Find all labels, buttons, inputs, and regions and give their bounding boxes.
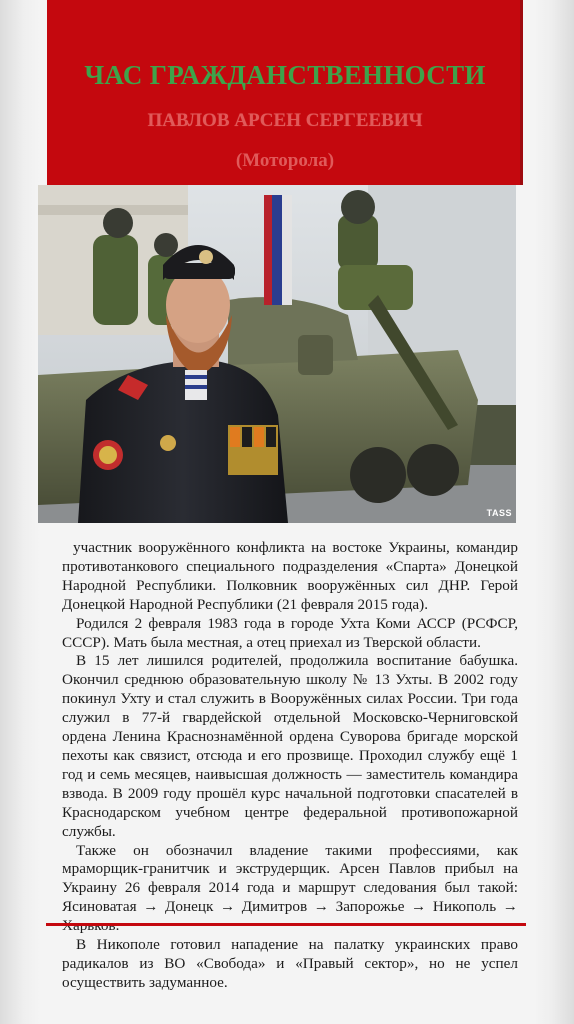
photo-watermark: TASS bbox=[486, 508, 512, 518]
person-nickname: (Моторола) bbox=[235, 150, 335, 171]
page-edge-right bbox=[534, 0, 574, 1024]
page-title: ЧАС ГРАЖДАНСТВЕННОСТИ bbox=[84, 60, 486, 90]
person-name: ПАВЛОВ АРСЕН СЕРГЕЕВИЧ bbox=[147, 110, 423, 131]
highlight-underline bbox=[46, 923, 526, 926]
paragraph-birth: Родился 2 февраля 1983 года в городе Ухта Коми АССР (РСФСР, СССР). Мать была местная, а отец приехал из Тверской области. bbox=[62, 614, 518, 651]
page-edge-left bbox=[0, 0, 40, 1024]
paragraph-route: Также он обозначил владение такими профессиями, как мраморщик-гранитчик и экструдерщик. Арсен Павлов прибыл на Украину 26 февраля 2014 года и маршрут следования был такой: Ясиноватая → Донецк → Димитров → Запорожье → Никополь → bbox=[62, 841, 518, 916]
portrait-photo bbox=[38, 185, 516, 523]
paragraph-nikopol: В Никополе готовил нападение на палатку украинских право радикалов из ВО «Свобода» и «Правый сектор», но не успел осуществить задуманное. bbox=[62, 936, 518, 991]
paragraph-service: В 15 лет лишился родителей, продолжила воспитание бабушка. Окончил среднюю образовательную школу № 13 Ухты. В 2002 году покинул Ухту и стал служить в Вооружённых силах России. Три года служил в 77-й гвардейской отдельной Московско-Черниговской ордена Ленина Краснознамённой ордена Суворова бригаде морской пехоты как связист, отсюда и его прозвище. Проходил службу ещё 1 год и семь месяцев, наивысшая должность — заместитель командира взвода. В 2009 году прошёл курс начальной подготовки спасателей в Краснодарском учебном центре федеральной противопожарной службы. bbox=[62, 652, 518, 840]
paragraph-intro: участник вооружённого конфликта на востоке Украины, командир противотанкового специального подразделения «Спарта» Донецкой Народной Республики. Полковник вооружённых сил ДНР. Герой Донецкой Народной Республики (21 февраля 2015 года). bbox=[62, 539, 518, 613]
